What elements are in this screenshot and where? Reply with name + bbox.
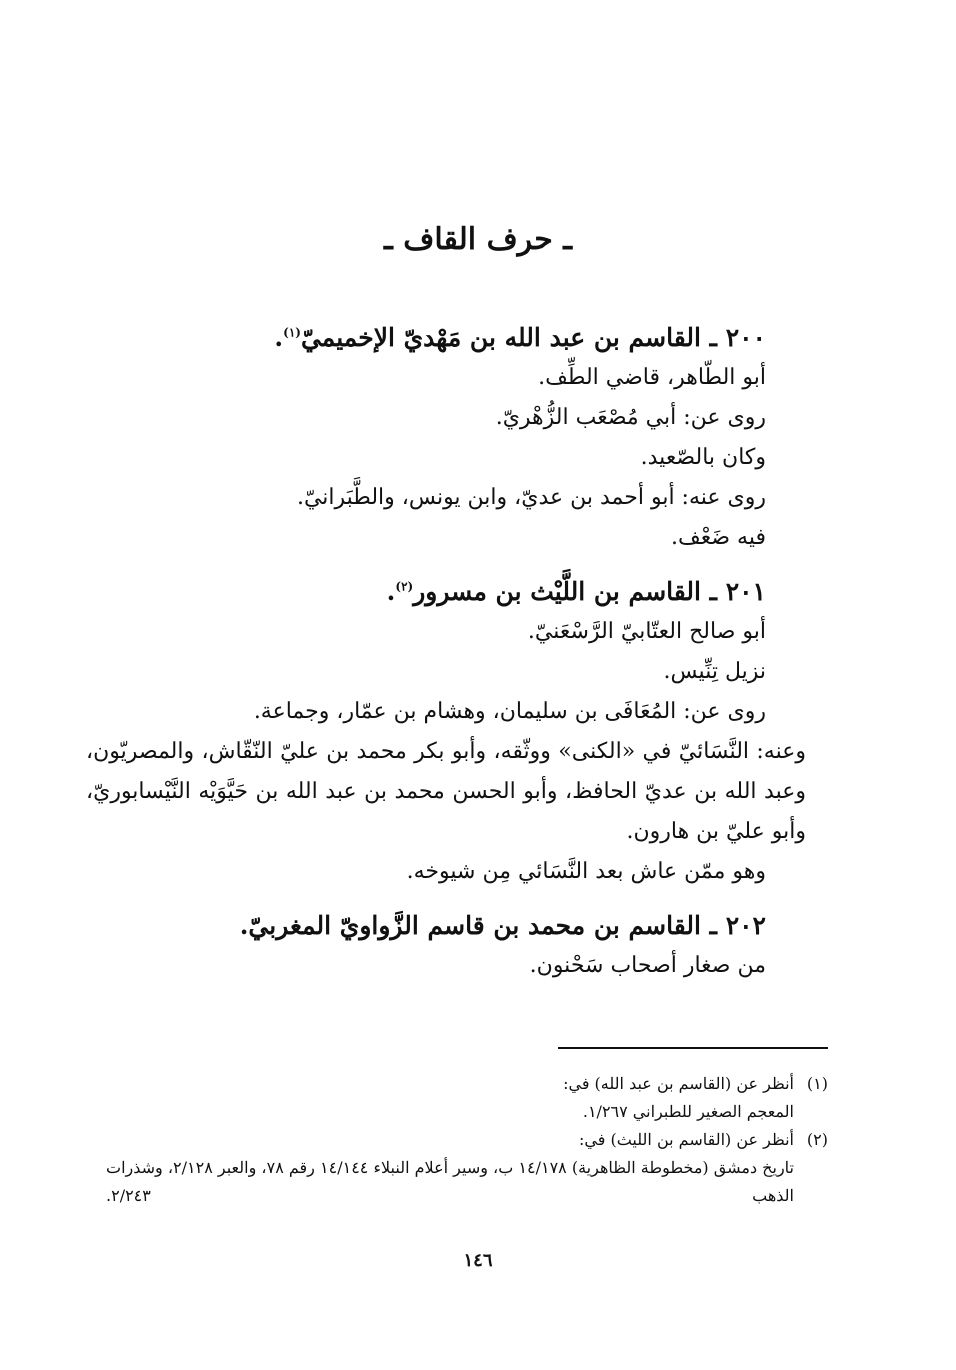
entry-heading xyxy=(76,572,766,612)
footnote-1 xyxy=(106,1070,828,1098)
footnotes xyxy=(106,1070,828,1210)
footnote-number: (١) xyxy=(806,1074,828,1093)
entry-line: روى عن: أبي مُصْعَب الزُّهْريّ. xyxy=(495,405,766,430)
footnote-divider xyxy=(558,1047,828,1049)
footnote-text: أنظر عن (القاسم بن عبد الله) في: xyxy=(563,1074,794,1093)
heading-period: . xyxy=(386,577,396,606)
footnote-continuation: المعجم الصغير للطبراني ١/٢٦٧. xyxy=(582,1102,794,1121)
entry-heading-text: ٢٠٠ ـ القاسم بن عبد الله بن مَهْديّ الإخميميّ xyxy=(300,323,766,352)
entry-line: روى عنه: أبو أحمد بن عديّ، وابن يونس، والطَّبَرانيّ. xyxy=(296,485,766,510)
entry-heading-text: ٢٠١ ـ القاسم بن اللَّيْث بن مسرور xyxy=(413,577,766,606)
footnote-text: أنظر عن (القاسم بن الليث) في: xyxy=(579,1130,794,1149)
footnote-ref: (٢) xyxy=(395,579,414,594)
entry-line: نزيل تِنِّيس. xyxy=(663,659,766,684)
entry-line: أبو الطّاهر، قاضي الطِّف. xyxy=(538,365,766,390)
heading-period: . xyxy=(239,911,249,940)
entry-heading xyxy=(76,318,766,358)
entry-heading xyxy=(76,906,766,946)
footnote-2 xyxy=(106,1126,828,1154)
entry-line: أبو صالح العتّابيّ الرَّسْعَنيّ. xyxy=(527,619,766,644)
entry-202 xyxy=(76,906,766,986)
entry-line: وكان بالصّعيد. xyxy=(640,445,766,470)
entry-paragraph: وعنه: النَّسَائيّ في «الكنى» ووثّقه، وأبو بكر محمد بن عليّ النّقّاش، والمصريّون، وعبد الله بن عديّ الحافظ، وأبو الحسن محمد بن عبد الله بن حَيَّوَيْه النَّيْسابوريّ، وأبو عليّ بن هارون. xyxy=(86,739,806,844)
chapter-title: ـ حرف القاف ـ xyxy=(384,222,572,257)
entry-201 xyxy=(76,572,806,892)
footnote-continuation: تاريخ دمشق (مخطوطة الظاهرية) ١٤/١٧٨ ب، وسير أعلام النبلاء ١٤/١٤٤ رقم ٧٨، والعبر ٢/١٢٨، وشذرات الذهب ٢/٢٤٣. xyxy=(106,1158,795,1205)
entry-line: روى عن: المُعَافَى بن سليمان، وهشام بن عمّار، وجماعة. xyxy=(253,699,766,724)
main-text xyxy=(76,318,806,1000)
entry-line: فيه ضَعْف. xyxy=(670,525,766,550)
entry-200 xyxy=(76,318,766,558)
entry-heading-text: ٢٠٢ ـ القاسم بن محمد بن قاسم الزَّواويّ المغربيّ xyxy=(248,911,766,940)
entry-line: وهو ممّن عاش بعد النَّسَائي مِن شيوخه. xyxy=(406,859,766,884)
page-number: ١٤٦ xyxy=(463,1250,493,1271)
footnote-number: (٢) xyxy=(806,1130,828,1149)
entry-line: من صغار أصحاب سَحْنون. xyxy=(529,953,766,978)
heading-period: . xyxy=(274,323,284,352)
footnote-ref: (١) xyxy=(283,325,301,340)
